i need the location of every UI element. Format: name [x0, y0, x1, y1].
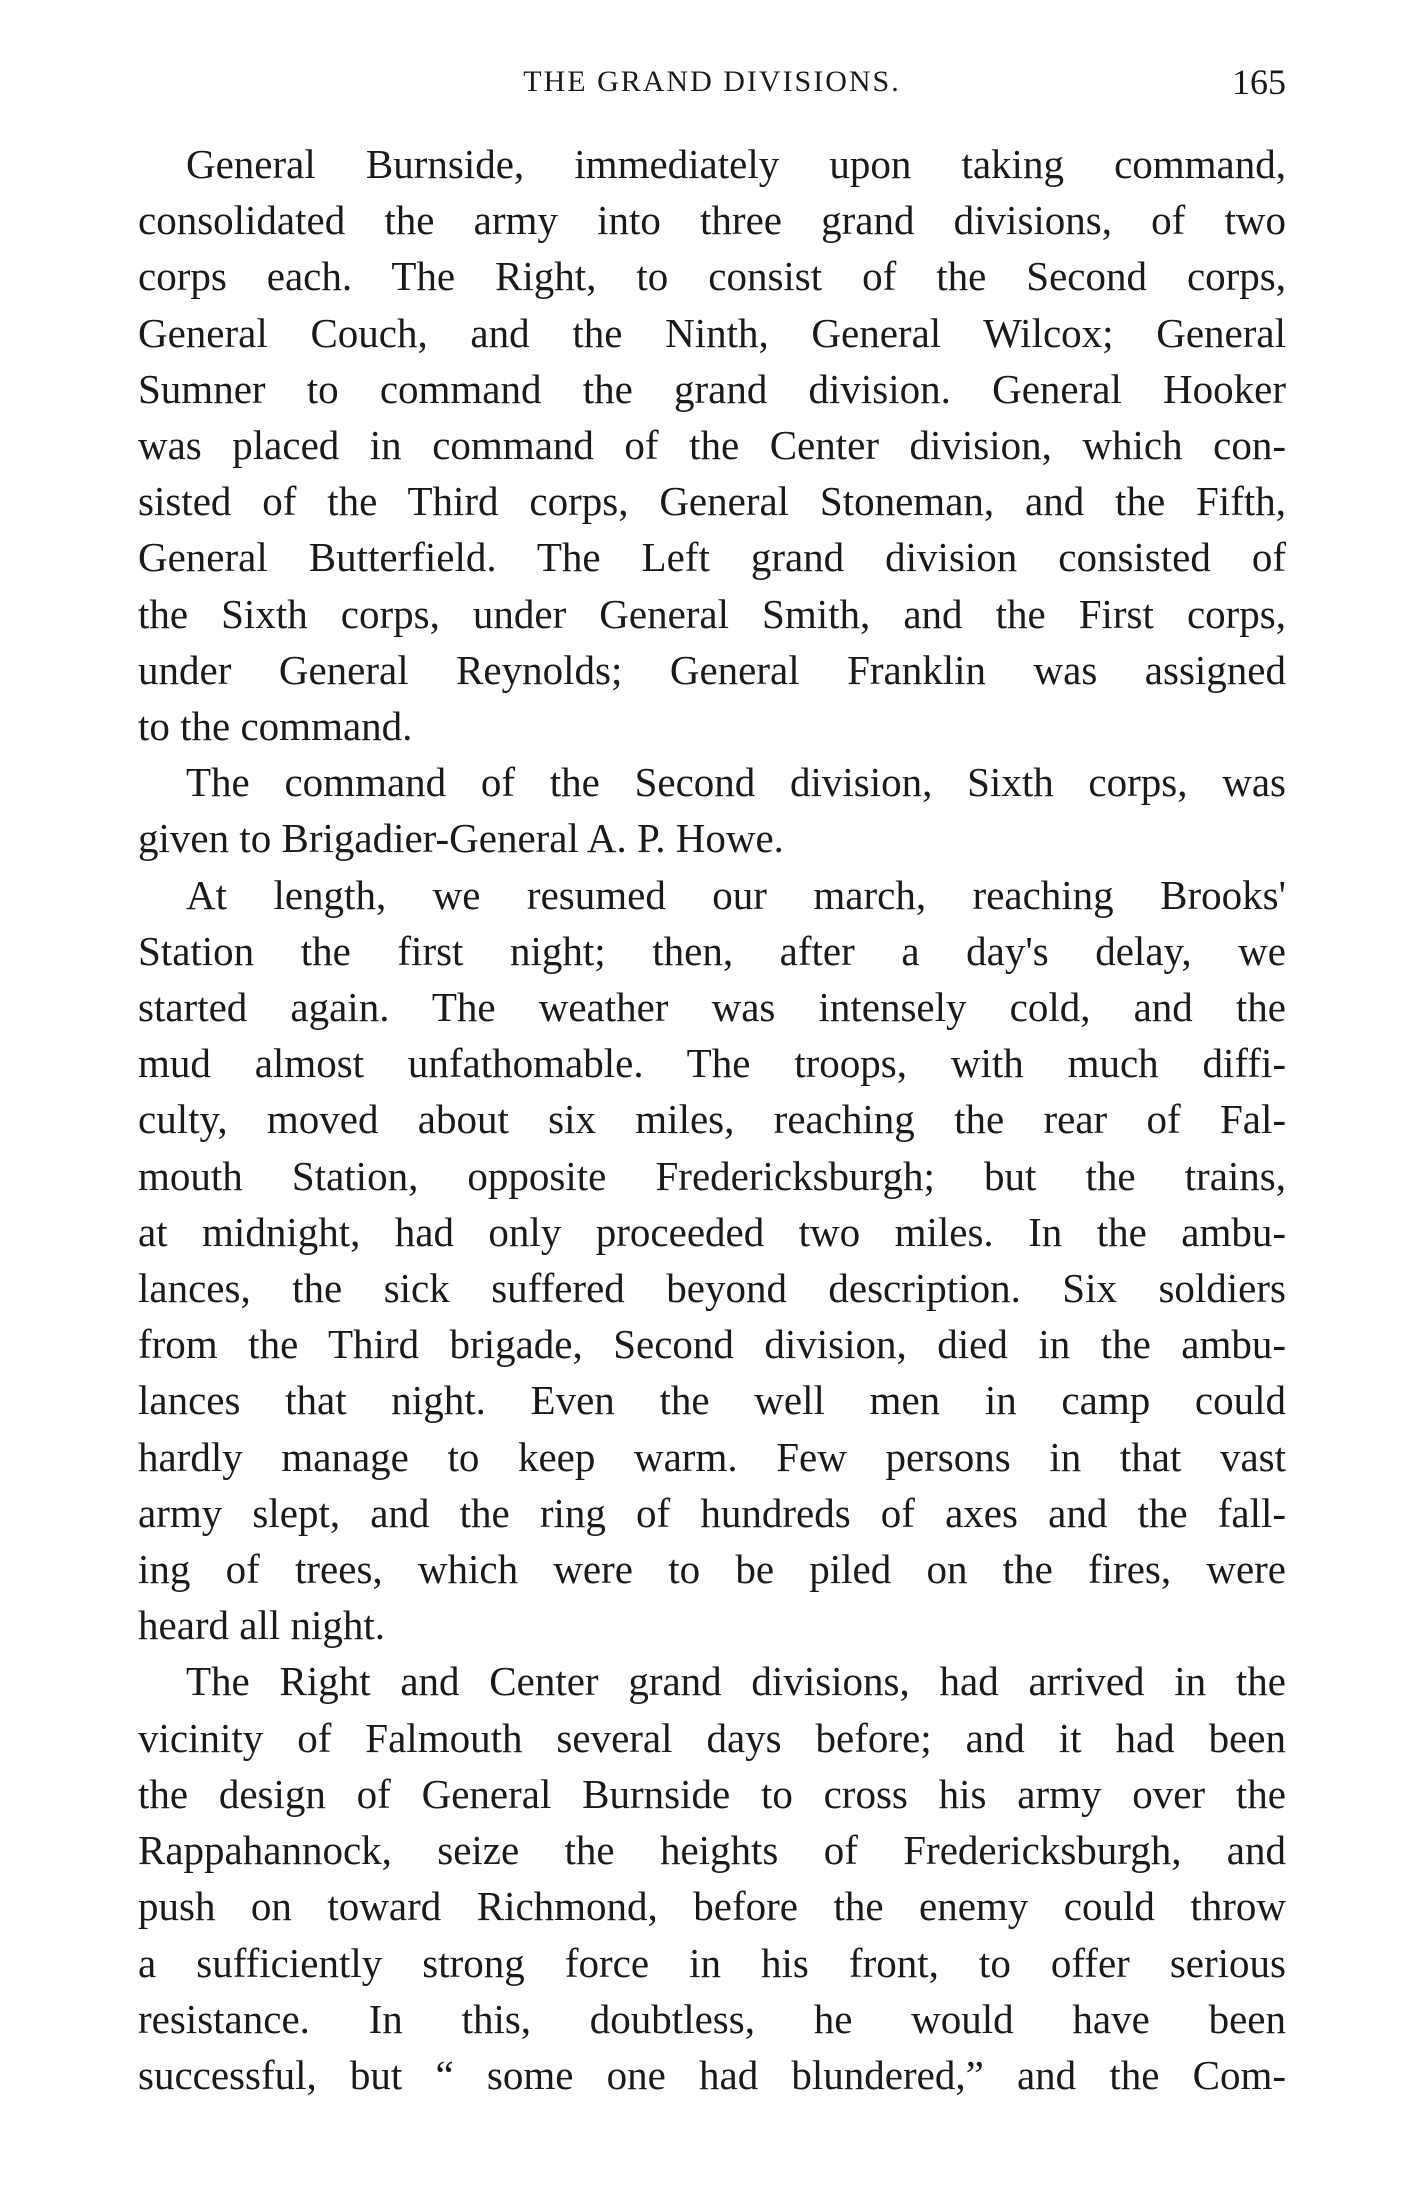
text-line: consolidated the army into three grand divisions, of two [138, 197, 1286, 244]
text-line: lances, the sick suffered beyond description. Six soldiers [138, 1265, 1286, 1312]
text-line: vicinity of Falmouth several days before; and it had been [138, 1714, 1286, 1761]
body-text [138, 136, 1286, 2103]
text-line: resistance. In this, doubtless, he would have been [138, 1995, 1286, 2042]
text-line: Station the first night; then, after a day's delay, we [138, 927, 1286, 974]
text-line: to the command. [138, 703, 413, 750]
text-line: push on toward Richmond, before the enemy could throw [138, 1883, 1286, 1930]
text-line: hardly manage to keep warm. Few persons in that vast [138, 1433, 1286, 1480]
paragraph-3 [138, 867, 1286, 1654]
text-line: the design of General Burnside to cross his army over the [138, 1770, 1286, 1817]
text-line: Rappahannock, seize the heights of Fredericksburgh, and [138, 1827, 1286, 1874]
text-line: At length, we resumed our march, reaching Brooks' [186, 871, 1286, 918]
text-line: given to Brigadier-General A. P. Howe. [138, 815, 784, 862]
text-line: General Butterfield. The Left grand division consisted of [138, 534, 1286, 581]
text-line: successful, but “ some one had blundered,” and the Com- [138, 2051, 1286, 2098]
text-line: from the Third brigade, Second division, died in the ambu- [138, 1321, 1286, 1368]
text-line: The Right and Center grand divisions, had arrived in the [186, 1658, 1286, 1705]
text-line: at midnight, had only proceeded two miles. In the ambu- [138, 1208, 1286, 1255]
text-line: lances that night. Even the well men in camp could [138, 1377, 1286, 1424]
text-line: General Couch, and the Ninth, General Wilcox; General [138, 309, 1286, 356]
text-line: sisted of the Third corps, General Stoneman, and the Fifth, [138, 478, 1286, 525]
text-line: corps each. The Right, to consist of the Second corps, [138, 253, 1286, 300]
page-number: 165 [1232, 62, 1286, 102]
paragraph-4 [138, 1653, 1286, 2103]
text-line: mouth Station, opposite Fredericksburgh; but the trains, [138, 1152, 1286, 1199]
text-line: heard all night. [138, 1602, 386, 1649]
text-line: Sumner to command the grand division. General Hooker [138, 365, 1286, 412]
text-line: under General Reynolds; General Franklin was assigned [138, 646, 1286, 693]
text-line: General Burnside, immediately upon taking command, [186, 141, 1286, 187]
running-head [138, 52, 1286, 112]
text-line: mud almost unfathomable. The troops, with much diffi- [138, 1040, 1286, 1087]
text-line: the Sixth corps, under General Smith, and the First corps, [138, 590, 1286, 637]
text-line: culty, moved about six miles, reaching the rear of Fal- [138, 1096, 1286, 1143]
running-title: THE GRAND DIVISIONS. [523, 65, 901, 98]
text-line: was placed in command of the Center division, which con- [138, 422, 1286, 469]
text-line: army slept, and the ring of hundreds of axes and the fall- [138, 1489, 1286, 1536]
text-line: a sufficiently strong force in his front, to offer serious [138, 1939, 1286, 1986]
text-line: ing of trees, which were to be piled on the fires, were [138, 1546, 1286, 1593]
paragraph-1 [138, 136, 1286, 754]
text-line: The command of the Second division, Sixth corps, was [186, 759, 1286, 806]
paragraph-2 [138, 754, 1286, 866]
text-line: started again. The weather was intensely cold, and the [138, 984, 1286, 1031]
